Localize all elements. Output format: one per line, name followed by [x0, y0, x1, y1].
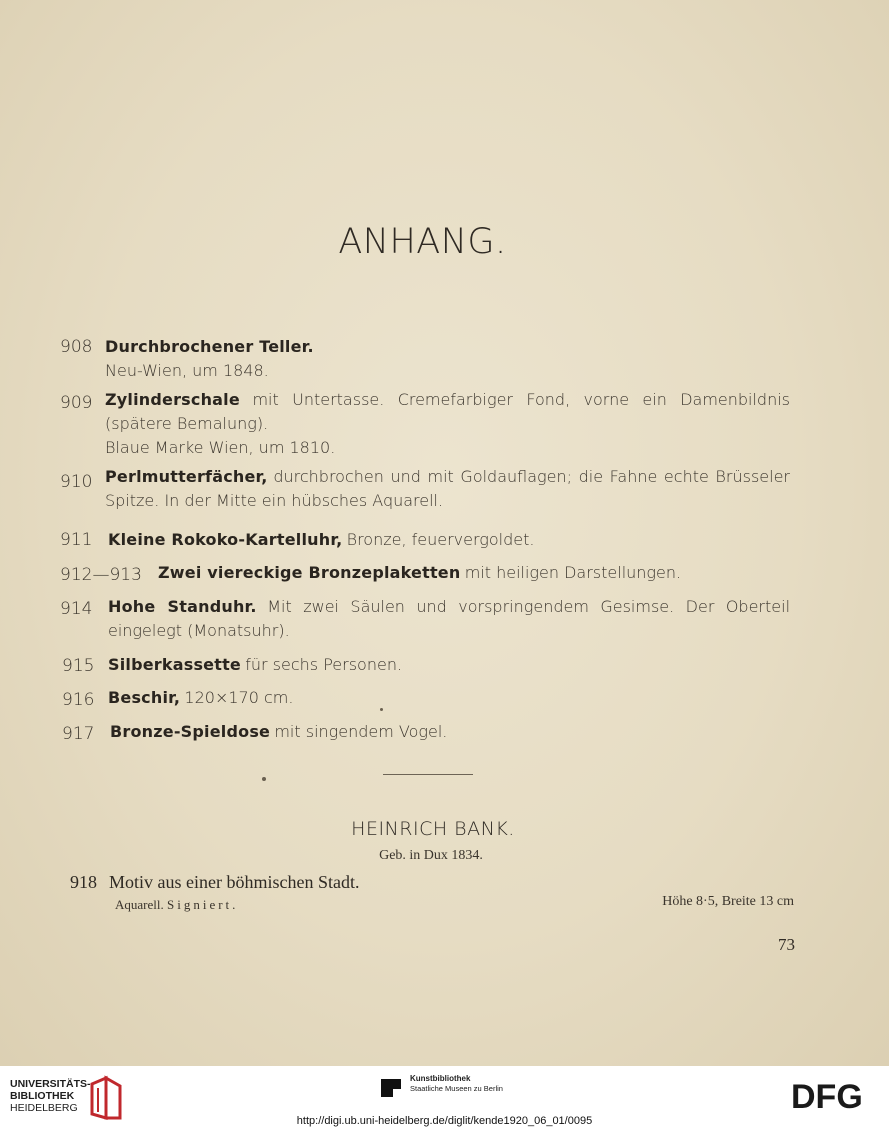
entry-line: (spätere Bemalung).: [105, 414, 269, 433]
page-title: ANHANG.: [338, 222, 507, 262]
entry-number: 908: [60, 337, 93, 357]
entry-917: [110, 720, 710, 744]
section-divider: [383, 774, 473, 775]
entry-909: [105, 388, 790, 460]
entry-title: Hohe Standuhr.: [108, 597, 257, 616]
kb-subtitle: Staatliche Museen zu Berlin: [410, 1084, 503, 1093]
university-line: UNIVERSITÄTS-: [10, 1078, 91, 1090]
medium: Aquarell.: [115, 897, 164, 912]
entry-title: Perlmutterfächer,: [105, 467, 268, 486]
kb-title: Kunstbibliothek: [410, 1074, 471, 1083]
entry-text: für sechs Personen.: [245, 655, 403, 674]
entry-title: Silberkassette: [108, 655, 241, 674]
entry-number: 912—913: [60, 565, 142, 585]
entry-text: 120×170 cm.: [184, 688, 294, 707]
page-number: 73: [778, 935, 795, 954]
dfg-logo-text: DFG: [791, 1078, 863, 1112]
entry-908: [105, 335, 790, 383]
entry-number: 917: [62, 724, 95, 744]
entry-number: 915: [62, 656, 95, 676]
entry-text: Bronze, feuervergoldet.: [346, 530, 535, 549]
artist-name: HEINRICH BANK.: [351, 818, 515, 840]
entry-title: Beschir,: [108, 688, 181, 707]
entry-915: [108, 653, 708, 677]
kunstbibliothek-logo-icon: [379, 1077, 403, 1099]
digitization-footer: [0, 1066, 889, 1129]
paper-speck: [262, 777, 266, 781]
university-line: BIBLIOTHEK: [10, 1090, 75, 1102]
entry-918-details: [115, 897, 238, 913]
entry-918: [70, 872, 359, 893]
university-logo-text: [10, 1078, 91, 1114]
entry-text: mit Untertasse. Cremefarbiger Fond, vorne ein Damenbildnis: [252, 390, 791, 409]
entry-number: 918: [70, 872, 97, 892]
entry-title: Zylinderschale: [105, 390, 240, 409]
entry-text: Mit zwei Säulen und vorspringendem Gesimse. Der Oberteil: [267, 597, 791, 616]
entry-916: [108, 686, 708, 710]
kunstbibliothek-text: [410, 1074, 503, 1094]
entry-number: 914: [60, 599, 93, 619]
entry-910: [105, 465, 790, 513]
entry-line: eingelegt (Monatsuhr).: [108, 621, 290, 640]
entry-line: Spitze. In der Mitte ein hübsches Aquarell.: [105, 491, 444, 510]
artist-birth: Geb. in Dux 1834.: [379, 848, 483, 863]
entry-912-913: [158, 561, 788, 585]
entry-title: Kleine Rokoko-Kartelluhr,: [108, 530, 343, 549]
entry-line: Blaue Marke Wien, um 1810.: [105, 438, 336, 457]
entry-number: 909: [60, 393, 93, 413]
entry-911: [108, 528, 788, 552]
entry-number: 916: [62, 690, 95, 710]
paper-speck: [380, 708, 383, 711]
source-url[interactable]: http://digi.ub.uni-heidelberg.de/diglit/kende1920_06_01/0095: [296, 1115, 593, 1127]
entry-text: mit heiligen Darstellungen.: [464, 563, 682, 582]
entry-914: [108, 595, 790, 643]
entry-text: durchbrochen und mit Goldauflagen; die Fahne echte Brüsseler: [273, 467, 791, 486]
dfg-logo: [791, 1078, 875, 1112]
university-line: HEIDELBERG: [10, 1102, 78, 1114]
dimensions: Höhe 8·5, Breite 13 cm: [662, 894, 794, 909]
entry-number: 911: [60, 530, 93, 550]
entry-title: Durchbrochener Teller.: [105, 337, 314, 356]
entry-text: mit singendem Vogel.: [274, 722, 448, 741]
entry-number: 910: [60, 472, 93, 492]
entry-title: Bronze-Spieldose: [110, 722, 271, 741]
signed-note: Signiert.: [166, 897, 239, 912]
entry-line: Neu-Wien, um 1848.: [105, 361, 269, 380]
entry-title: Zwei viereckige Bronzeplaketten: [158, 563, 461, 582]
entry-text: Motiv aus einer böhmischen Stadt.: [109, 872, 360, 892]
